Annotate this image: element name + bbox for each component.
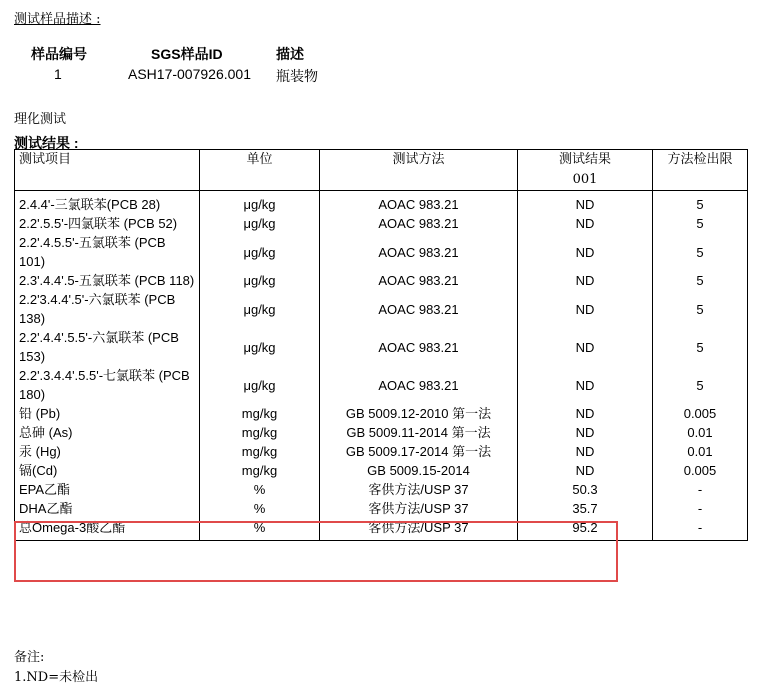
cell-result: ND	[518, 191, 653, 215]
cell-result: ND	[518, 233, 653, 271]
cell-test-item: 汞 (Hg)	[15, 442, 200, 461]
table-row	[15, 328, 748, 366]
cell-method: AOAC 983.21	[320, 366, 518, 404]
table-row	[15, 480, 748, 499]
cell-result: ND	[518, 423, 653, 442]
cell-result: ND	[518, 290, 653, 328]
cell-test-item: 铅 (Pb)	[15, 404, 200, 423]
cell-method: AOAC 983.21	[320, 214, 518, 233]
cell-method: 客供方法/USP 37	[320, 480, 518, 499]
notes	[14, 648, 98, 688]
cell-test-item: EPA乙酯	[15, 480, 200, 499]
cell-unit: mg/kg	[200, 461, 320, 480]
cell-detection-limit: 5	[653, 233, 748, 271]
cell-unit: μg/kg	[200, 290, 320, 328]
cell-detection-limit: 5	[653, 290, 748, 328]
table-row	[15, 271, 748, 290]
description-value: 瓶装物	[276, 69, 318, 85]
results-table	[14, 149, 748, 541]
cell-detection-limit: -	[653, 518, 748, 541]
table-row	[15, 366, 748, 404]
cell-unit: μg/kg	[200, 191, 320, 215]
cell-unit: μg/kg	[200, 366, 320, 404]
table-row	[15, 233, 748, 271]
table-row	[15, 442, 748, 461]
sample-number-header: 样品编号	[31, 46, 87, 62]
cell-result: 95.2	[518, 518, 653, 541]
cell-method: AOAC 983.21	[320, 271, 518, 290]
cell-method: AOAC 983.21	[320, 233, 518, 271]
cell-test-item: 2.3'.4.4'.5-五氯联苯 (PCB 118)	[15, 271, 200, 290]
cell-result: 35.7	[518, 499, 653, 518]
col-header-unit: 单位	[200, 150, 320, 191]
cell-method: 客供方法/USP 37	[320, 518, 518, 541]
cell-detection-limit: 0.005	[653, 461, 748, 480]
cell-unit: %	[200, 499, 320, 518]
sgs-sample-id-value: ASH17-007926.001	[128, 66, 251, 82]
cell-result: ND	[518, 461, 653, 480]
cell-method: 客供方法/USP 37	[320, 499, 518, 518]
cell-result: 50.3	[518, 480, 653, 499]
cell-method: GB 5009.15-2014	[320, 461, 518, 480]
cell-detection-limit: 0.01	[653, 442, 748, 461]
col-header-result: 测试结果 001	[518, 150, 653, 191]
sample-section-title: 测试样品描述 :	[14, 12, 101, 27]
cell-method: GB 5009.17-2014 第一法	[320, 442, 518, 461]
col-header-method: 测试方法	[320, 150, 518, 191]
table-row	[15, 214, 748, 233]
results-title: 测试结果 :	[14, 135, 79, 151]
test-category-label: 理化测试	[14, 112, 67, 127]
notes-label: 备注:	[14, 650, 45, 665]
cell-method: AOAC 983.21	[320, 290, 518, 328]
cell-detection-limit: -	[653, 499, 748, 518]
cell-test-item: 总砷 (As)	[15, 423, 200, 442]
cell-unit: mg/kg	[200, 442, 320, 461]
cell-result: ND	[518, 366, 653, 404]
cell-detection-limit: 5	[653, 271, 748, 290]
cell-detection-limit: 5	[653, 328, 748, 366]
cell-unit: mg/kg	[200, 404, 320, 423]
cell-detection-limit: 0.01	[653, 423, 748, 442]
cell-unit: μg/kg	[200, 214, 320, 233]
cell-unit: μg/kg	[200, 271, 320, 290]
table-row	[15, 404, 748, 423]
cell-test-item: 2.2'.4.4'.5.5'-六氯联苯 (PCB 153)	[15, 328, 200, 366]
cell-detection-limit: -	[653, 480, 748, 499]
cell-unit: μg/kg	[200, 328, 320, 366]
sgs-sample-id-header: SGS样品ID	[151, 46, 223, 62]
table-row	[15, 499, 748, 518]
table-row	[15, 518, 748, 541]
table-header-row	[15, 150, 748, 191]
cell-test-item: DHA乙酯	[15, 499, 200, 518]
cell-result: ND	[518, 271, 653, 290]
description-header: 描述	[276, 46, 304, 62]
cell-test-item: 镉(Cd)	[15, 461, 200, 480]
notes-line-1: 1.ND=未检出	[14, 670, 99, 685]
col-header-test-item: 测试项目	[15, 150, 200, 191]
cell-test-item: 总Omega-3酸乙酯	[15, 518, 200, 541]
cell-result: ND	[518, 404, 653, 423]
cell-unit: μg/kg	[200, 233, 320, 271]
cell-detection-limit: 0.005	[653, 404, 748, 423]
sample-number-value: 1	[54, 66, 62, 82]
cell-test-item: 2.4.4'-三氯联苯(PCB 28)	[15, 191, 200, 215]
cell-result: ND	[518, 214, 653, 233]
cell-detection-limit: 5	[653, 191, 748, 215]
col-header-detection-limit: 方法检出限	[653, 150, 748, 191]
cell-detection-limit: 5	[653, 214, 748, 233]
table-row	[15, 423, 748, 442]
cell-unit: %	[200, 480, 320, 499]
cell-test-item: 2.2'.4.5.5'-五氯联苯 (PCB 101)	[15, 233, 200, 271]
cell-test-item: 2.2'.3.4.4'.5.5'-七氯联苯 (PCB 180)	[15, 366, 200, 404]
cell-test-item: 2.2'3.4.4'.5'-六氯联苯 (PCB 138)	[15, 290, 200, 328]
cell-method: AOAC 983.21	[320, 328, 518, 366]
cell-unit: %	[200, 518, 320, 541]
cell-result: ND	[518, 442, 653, 461]
cell-unit: mg/kg	[200, 423, 320, 442]
cell-detection-limit: 5	[653, 366, 748, 404]
table-row	[15, 290, 748, 328]
cell-result: ND	[518, 328, 653, 366]
cell-method: GB 5009.11-2014 第一法	[320, 423, 518, 442]
table-row	[15, 191, 748, 215]
table-row	[15, 461, 748, 480]
cell-method: AOAC 983.21	[320, 191, 518, 215]
cell-method: GB 5009.12-2010 第一法	[320, 404, 518, 423]
cell-test-item: 2.2'.5.5'-四氯联苯 (PCB 52)	[15, 214, 200, 233]
